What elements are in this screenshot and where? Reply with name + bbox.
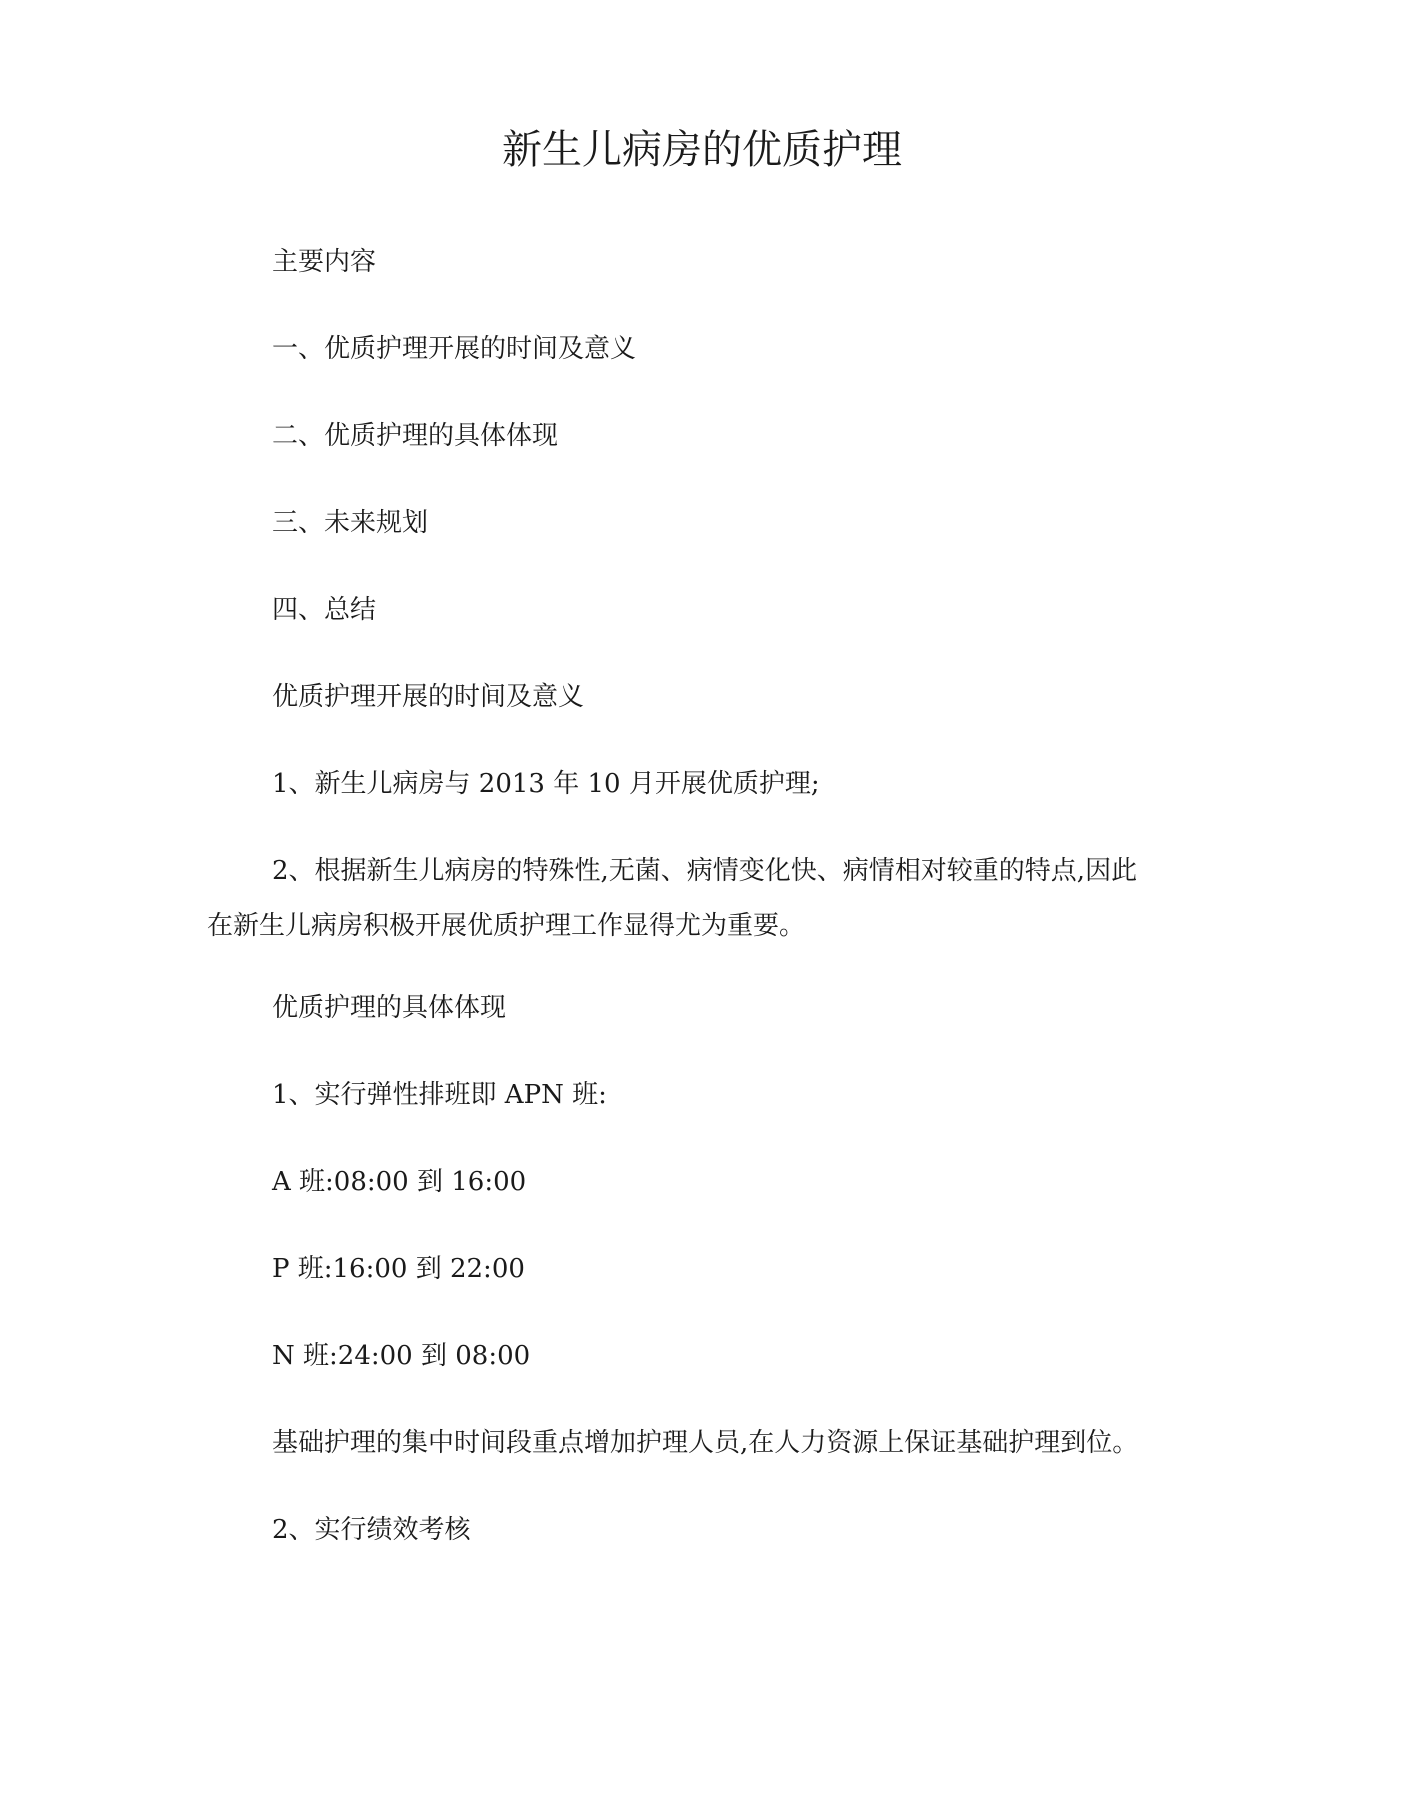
paragraph-basic-care: 基础护理的集中时间段重点增加护理人员,在人力资源上保证基础护理到位。 [272,1428,1139,1458]
paragraph-performance-review: 2、实行绩效考核 [272,1515,471,1545]
paragraph-flexible-shift: 1、实行弹性排班即 APN 班: [272,1080,607,1110]
section-heading-main-content: 主要内容 [272,247,377,277]
section-heading-specifics: 优质护理的具体体现 [272,993,507,1023]
outline-item-3: 三、未来规划 [272,508,429,538]
section-heading-time-meaning: 优质护理开展的时间及意义 [272,682,585,712]
shift-n: N 班:24:00 到 08:00 [272,1341,531,1371]
paragraph-item-2-line-2: 在新生儿病房积极开展优质护理工作显得尤为重要。 [207,911,806,941]
outline-item-4: 四、总结 [272,595,377,625]
document-title: 新生儿病房的优质护理 [502,127,902,173]
paragraph-item-2-line-1: 2、根据新生儿病房的特殊性,无菌、病情变化快、病情相对较重的特点,因此 [272,856,1138,886]
shift-p: P 班:16:00 到 22:00 [272,1254,525,1284]
outline-item-1: 一、优质护理开展的时间及意义 [272,334,637,364]
paragraph-item-1: 1、新生儿病房与 2013 年 10 月开展优质护理; [272,769,820,799]
shift-a: A 班:08:00 到 16:00 [272,1167,527,1197]
outline-item-2: 二、优质护理的具体体现 [272,421,559,451]
